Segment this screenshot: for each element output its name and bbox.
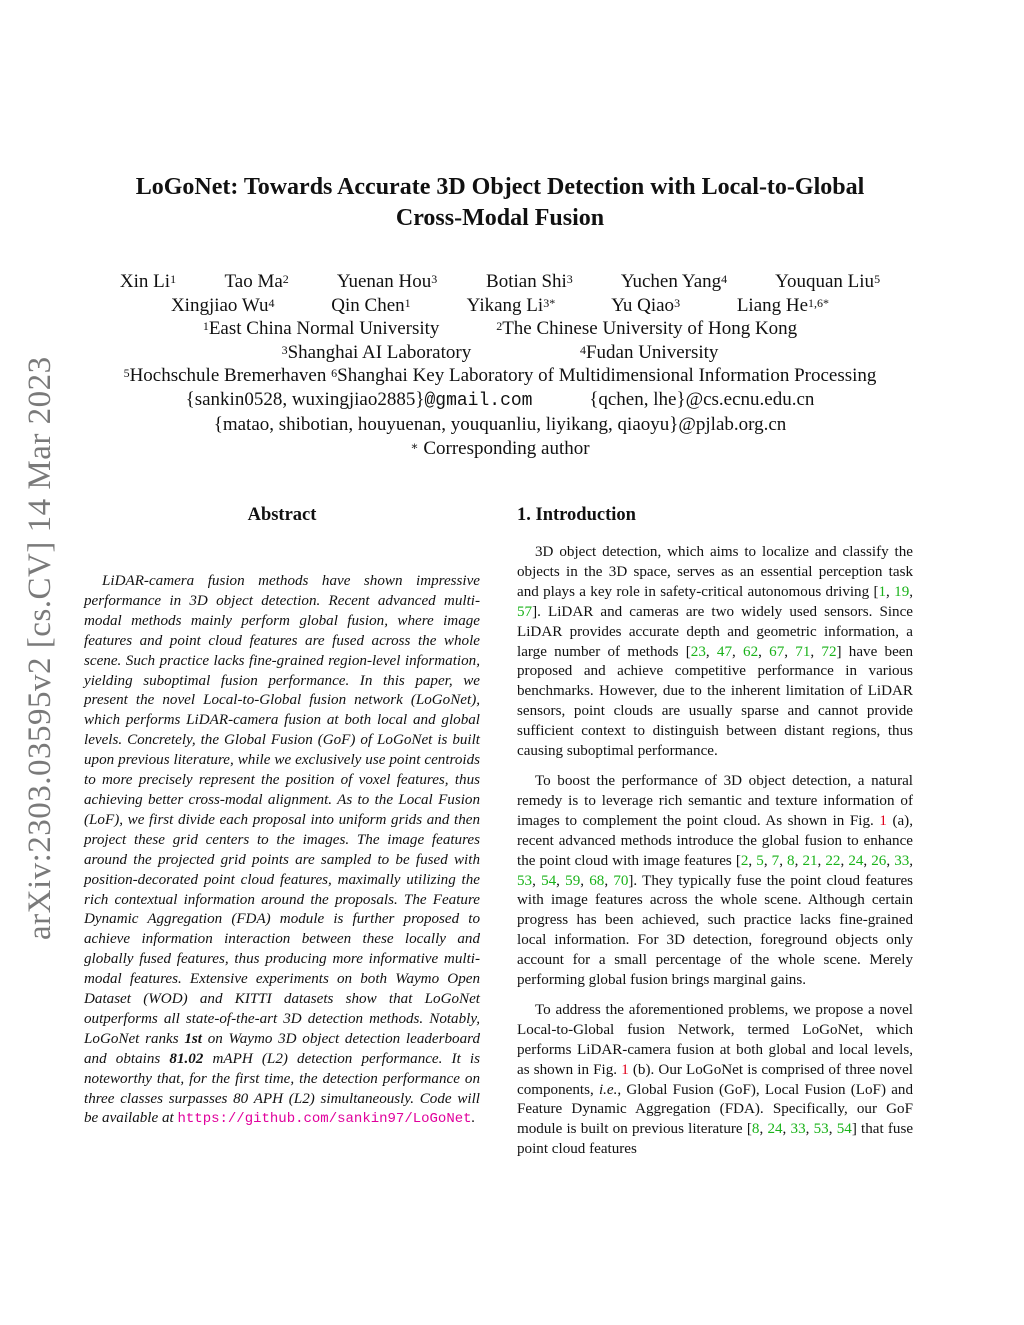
citation-link[interactable]: 21 — [802, 852, 818, 869]
citation-link[interactable]: 54 — [836, 1121, 852, 1138]
citation-link[interactable]: 47 — [716, 643, 732, 660]
citation-link[interactable]: 53 — [517, 872, 533, 889]
author: Tao Ma$^2$ — [224, 271, 289, 292]
intro-paragraph-1: 3D object detection, which aims to localize and classify the objects in the 3D space, serves as an essential perception task and plays a key role in safety-critical autonomous driving [1, 19, 57]. LiDAR and cameras are two widely used sensors. Since LiDAR provides accurate depth and geometric information, a large number of methods [23, 47, 62, 67, 71, 72] have been proposed and achieve competitive performance in various benchmarks. However, due to the inherent limitation of LiDAR sensors, point clouds are usually sparse and cannot provide sufficient context to distinguish between distant regions, thus causing suboptimal performance. — [517, 544, 914, 760]
emails-row-1 — [90, 388, 910, 414]
citation-link[interactable]: 19 — [894, 583, 910, 600]
citation-link[interactable]: 5 — [756, 852, 764, 869]
citation-link[interactable]: 71 — [795, 643, 811, 660]
citation-link[interactable]: 72 — [821, 643, 837, 660]
figure-ref[interactable]: 1 — [621, 1061, 629, 1078]
introduction-text — [517, 543, 913, 1170]
title-line-1: LoGoNet: Towards Accurate 3D Object Detection with Local-to-Global — [135, 174, 865, 200]
affiliation: $^1$East China Normal University — [202, 318, 440, 339]
citation-link[interactable]: 7 — [771, 852, 780, 869]
citation-link[interactable]: 24 — [767, 1121, 783, 1138]
citation-link[interactable]: 24 — [848, 852, 864, 869]
citation-link[interactable]: 68 — [589, 872, 605, 889]
emails-row-2 — [90, 413, 910, 437]
corresponding-note: ∗ Corresponding author — [410, 437, 590, 459]
email-group: {matao, shibotian, houyuenan, youquanliu, liyikang, qiaoyu}@pjlab.org.cn — [213, 414, 787, 435]
citation-link[interactable]: 53 — [813, 1121, 829, 1138]
affiliation: $^6$Shanghai Key Laboratory of Multidimensional Information Processing — [331, 365, 877, 386]
citation-link[interactable]: 1 — [878, 583, 887, 600]
figure-ref[interactable]: 1 — [879, 812, 887, 829]
author-block — [90, 270, 910, 460]
citation-link[interactable]: 59 — [565, 872, 581, 889]
affiliation: $^2$The Chinese University of Hong Kong — [496, 318, 798, 339]
code-link[interactable]: https://github.com/sankin97/LoGoNet — [177, 1111, 472, 1128]
citation-link[interactable]: 22 — [825, 852, 841, 869]
arxiv-identifier: arXiv:2303.03595v2 [cs.CV] 14 Mar 2023 — [22, 356, 58, 940]
affiliations-row-1 — [90, 317, 910, 341]
introduction-heading: 1. Introduction — [517, 505, 636, 525]
abstract-heading: Abstract — [247, 505, 317, 525]
affiliation: $^5$Hochschule Bremerhaven — [123, 365, 327, 386]
citation-link[interactable]: 54 — [541, 872, 557, 889]
author: Yuchen Yang$^4$ — [620, 271, 728, 292]
title-line-2: Cross-Modal Fusion — [395, 205, 605, 231]
citation-link[interactable]: 57 — [517, 603, 533, 620]
author: Youquan Liu$^5$ — [775, 271, 881, 292]
citation-link[interactable]: 8 — [751, 1121, 760, 1138]
citation-link[interactable]: 8 — [787, 852, 795, 869]
author: Xin Li$^1$ — [119, 271, 177, 292]
author: Yu Qiao$^3$ — [611, 294, 681, 316]
author: Yikang $Li^{3*}$ — [466, 294, 556, 316]
citation-link[interactable]: 2 — [740, 852, 749, 869]
citation-link[interactable]: 33 — [790, 1121, 806, 1138]
citation-link[interactable]: 23 — [690, 643, 706, 660]
author: Qin Chen$^1$ — [331, 294, 411, 316]
citation-link[interactable]: 67 — [769, 643, 785, 660]
intro-paragraph-2: To boost the performance of 3D object detection, a natural remedy is to leverage rich semantic and texture information of images to complement the point cloud. As shown in Fig. 1 (a), recent advanced methods introduce the global fusion to enhance the point cloud with image features [2, 5, 7, 8, 21, 22, 24, 26, 33, 53, 54, 59, 68, 70]. They typically fuse the point cloud features with image features across the whole scene. Although certain progress has been achieved, such practice lacks fine-grained local information. For 3D detection, foreground objects only account for a small percentage of the whole scene. Merely performing global fusion brings marginal gains. — [517, 772, 914, 989]
citation-link[interactable]: 62 — [743, 643, 759, 660]
citation-link[interactable]: 26 — [871, 852, 887, 869]
author: Botian Shi$^3$ — [486, 271, 573, 292]
affiliations-row-3 — [90, 364, 910, 388]
abstract-text: LiDAR-camera fusion methods have shown impressive performance in 3D object detection. Recent advanced multi-modal methods mainly perform global fusion, where image features and point cloud features are fused across the whole scene. Such practice lacks fine-grained region-level information, yielding suboptimal fusion performance. In this paper, we present the novel Local-to-Global fusion network (LoGoNet), which performs LiDAR-camera fusion at both local and global levels. Concretely, the Global Fusion (GoF) of LoGoNet is built upon previous literature, while we exclusively use point centroids to more precisely represent the position of voxel features, thus achieving better cross-modal alignment. As to the Local Fusion (LoF), we first divide each proposal into uniform grids and then project these grid centers to the images. The image features around the projected grid points are sampled to be fused with position-decorated point cloud features, maximally utilizing the rich contextual information around the proposals. The Feature Dynamic Aggregation (FDA) module is further proposed to achieve information interaction between these locally and globally fused features, thus producing more informative multi-modal features. Extensive experiments on both Waymo Open Dataset (WOD) and KITTI datasets show that LoGoNet outperforms all state-of-the-art 3D detection methods. Notably, LoGoNet ranks 1st on Waymo 3D object detection leaderboard and obtains 81.02 mAPH (L2) detection performance. It is noteworthy that, for the first time, the detection performance on three classes surpasses 80 APH (L2) simultaneously. Code will be available at https://github.com/sankin97/LoGoNet. — [84, 573, 480, 1128]
affiliation: $^3$Shanghai AI Laboratory — [281, 341, 472, 363]
affiliation: $^4$Fudan University — [579, 341, 719, 363]
author: Yuenan Hou$^3$ — [336, 271, 438, 292]
intro-paragraph-3: To address the aforementioned problems, we propose a novel Local-to-Global fusion Network, termed LoGoNet, which performs LiDAR-camera fusion at both global and local levels, as shown in Fig. 1 (b). Our LoGoNet is comprised of three novel components, i.e., Global Fusion (GoF), Local Fusion (LoF) and Feature Dynamic Aggregation (FDA). Specifically, our GoF module is built on previous literature [8, 24, 33, 53, 54] that fuse point cloud features — [517, 1001, 914, 1158]
authors-row-1 — [90, 270, 910, 294]
author: Liang $He^{1,6*}$ — [736, 294, 830, 316]
citation-link[interactable]: 70 — [613, 872, 629, 889]
affiliations-row-2 — [90, 341, 910, 365]
authors-row-2 — [90, 294, 910, 318]
citation-link[interactable]: 33 — [894, 852, 910, 869]
paper-title — [90, 172, 910, 234]
email-group: {sankin0528, wuxingjiao2885}@gmail.com — [185, 388, 533, 411]
author: Xingjiao Wu$^4$ — [170, 294, 275, 316]
email-group: {qchen, lhe}@cs.ecnu.edu.cn — [589, 388, 815, 410]
